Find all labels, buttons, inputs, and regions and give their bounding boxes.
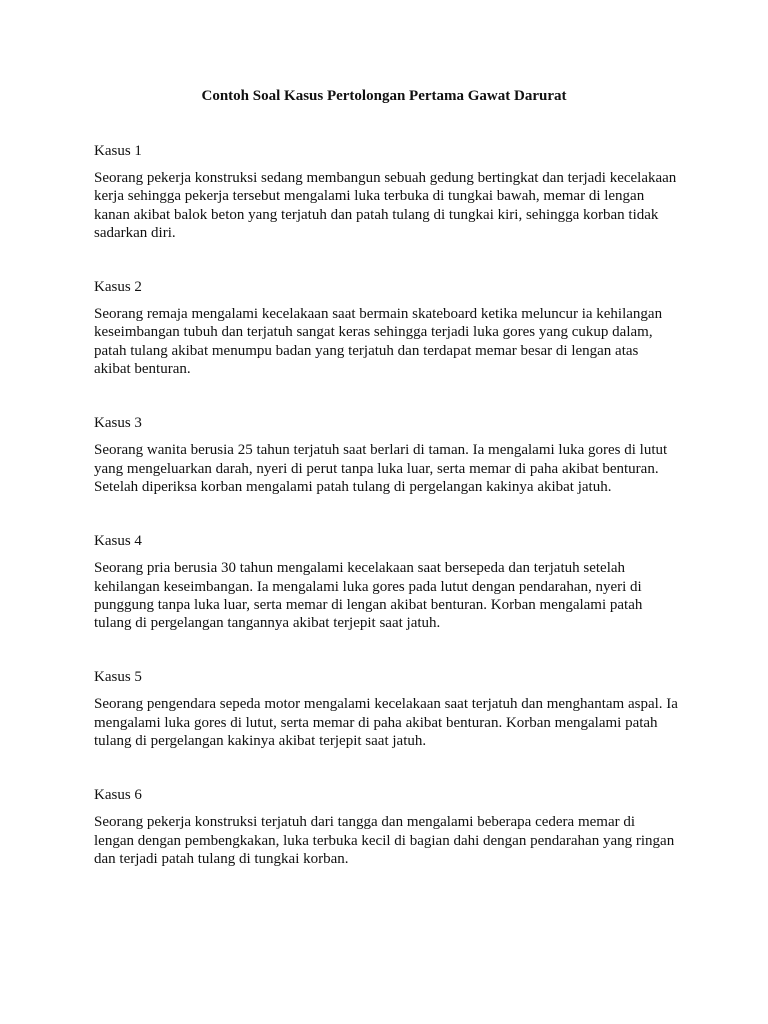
case-item <box>94 414 678 496</box>
case-heading: Kasus 6 <box>94 787 142 804</box>
case-text: Seorang pekerja konstruksi terjatuh dari tangga dan mengalami beberapa cedera memar di lengan dengan pembengkakan, luka terbuka kecil di bagian dahi dengan pendarahan yang ringan dan terjadi patah tulang di tungkai korban. <box>94 814 675 867</box>
case-heading: Kasus 4 <box>94 533 142 550</box>
case-list <box>94 142 678 904</box>
document-title: Contoh Soal Kasus Pertolongan Pertama Gawat Darurat <box>201 88 567 104</box>
case-item <box>94 668 678 750</box>
case-text: Seorang pria berusia 30 tahun mengalami kecelakaan saat bersepeda dan terjatuh setelah kehilangan keseimbangan. Ia mengalami luka gores pada lutut dengan pendarahan, nyeri di punggung tanpa luka luar, serta memar di lengan akibat benturan. Korban mengalami patah tulang di pergelangan tangannya akibat terjepit saat jatuh. <box>94 560 643 632</box>
case-text: Seorang pengendara sepeda motor mengalami kecelakaan saat terjatuh dan menghantam aspal. Ia mengalami luka gores di lutut, serta memar di paha akibat benturan. Korban mengalami patah tulang di pergelangan kakinya akibat terjepit saat jatuh. <box>94 696 678 750</box>
case-item <box>94 532 678 632</box>
case-heading: Kasus 1 <box>94 143 142 159</box>
case-text: Seorang wanita berusia 25 tahun terjatuh saat berlari di taman. Ia mengalami luka gores di lutut yang mengeluarkan darah, nyeri di perut tanpa luka luar, serta memar di paha akibat benturan. Setelah diperiksa korban mengalami patah tulang di pergelangan kakinya akibat jatuh. <box>94 442 668 495</box>
case-item <box>94 786 678 868</box>
case-item <box>94 142 678 242</box>
case-heading: Kasus 3 <box>94 415 142 432</box>
case-text: Seorang remaja mengalami kecelakaan saat bermain skateboard ketika meluncur ia kehilangan keseimbangan tubuh dan terjatuh sangat keras sehingga terjadi luka gores yang cukup dalam, patah tulang akibat menumpu badan yang terjatuh dan terdapat memar besar di lengan atas akibat benturan. <box>94 306 663 378</box>
case-text: Seorang pekerja konstruksi sedang membangun sebuah gedung bertingkat dan terjadi kecelakaan kerja sehingga pekerja tersebut mengalami luka terbuka di tungkai bawah, memar di lengan kanan akibat balok beton yang terjatuh dan patah tulang di tungkai kiri, sehingga korban tidak sadarkan diri. <box>94 170 677 241</box>
case-heading: Kasus 5 <box>94 669 142 686</box>
case-item <box>94 278 678 378</box>
case-heading: Kasus 2 <box>94 279 142 296</box>
